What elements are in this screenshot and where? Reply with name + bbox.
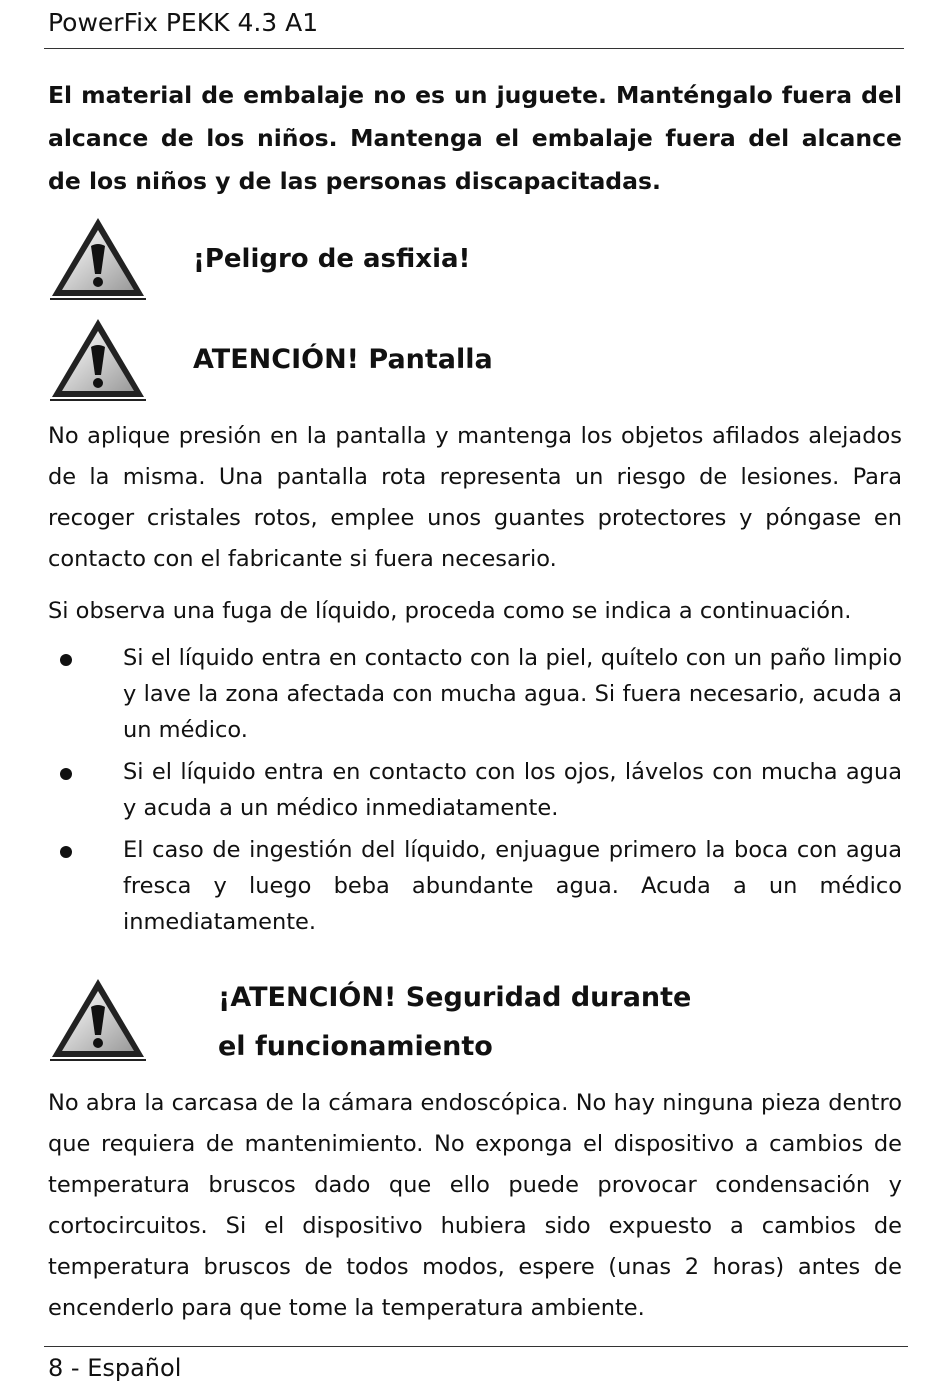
header-title: PowerFix PEKK 4.3 A1 [48, 8, 319, 37]
warning-triangle-icon [46, 975, 150, 1061]
list-item: El caso de ingestión del líquido, enjuague primero la boca con agua fresca y luego beba abundante agua. Acuda a un médico inmediatamente. [48, 832, 902, 940]
footer-rule [44, 1346, 908, 1347]
warning-triangle-icon [46, 315, 150, 401]
screen-warning-heading: ATENCIÓN! Pantalla [193, 344, 493, 375]
operation-paragraph: No abra la carcasa de la cámara endoscópica. No hay ninguna pieza dentro que requiera de mantenimiento. No exponga el dispositivo a cambios de temperatura bruscos dado que ello puede provocar condensación y cortocircuitos. Si el dispositivo hubiera sido expuesto a cambios de temperatura bruscos de todos modos, espere (unas 2 horas) antes de encenderlo para que tome la temperatura ambiente. [48, 1090, 902, 1321]
operation-safety-heading-line2: el funcionamiento [218, 1031, 493, 1062]
leak-instructions-list [48, 640, 902, 940]
bullet-icon [60, 846, 72, 858]
choking-hazard-heading: ¡Peligro de asfixia! [193, 244, 471, 274]
operation-safety-heading-line1: ¡ATENCIÓN! Seguridad durante [218, 982, 692, 1013]
header-rule [44, 48, 904, 49]
warning-triangle-icon [46, 214, 150, 300]
list-item: Si el líquido entra en contacto con los ojos, lávelos con mucha agua y acuda a un médico inmediatamente. [48, 754, 902, 826]
bullet-icon [60, 768, 72, 780]
page-number: 8 - Español [48, 1354, 182, 1382]
packaging-warning: El material de embalaje no es un juguete. Manténgalo fuera del alcance de los niños. Mantenga el embalaje fuera del alcance de los niños y de las personas discapacitadas. [48, 81, 902, 195]
list-item: Si el líquido entra en contacto con la piel, quítelo con un paño limpio y lave la zona afectada con mucha agua. Si fuera necesario, acuda a un médico. [48, 640, 902, 748]
leak-intro: Si observa una fuga de líquido, proceda como se indica a continuación. [48, 598, 852, 624]
bullet-icon [60, 654, 72, 666]
screen-paragraph: No aplique presión en la pantalla y mantenga los objetos afilados alejados de la misma. Una pantalla rota representa un riesgo de lesiones. Para recoger cristales rotos, emplee unos guantes protectores y póngase en contacto con el fabricante si fuera necesario. [48, 423, 902, 572]
